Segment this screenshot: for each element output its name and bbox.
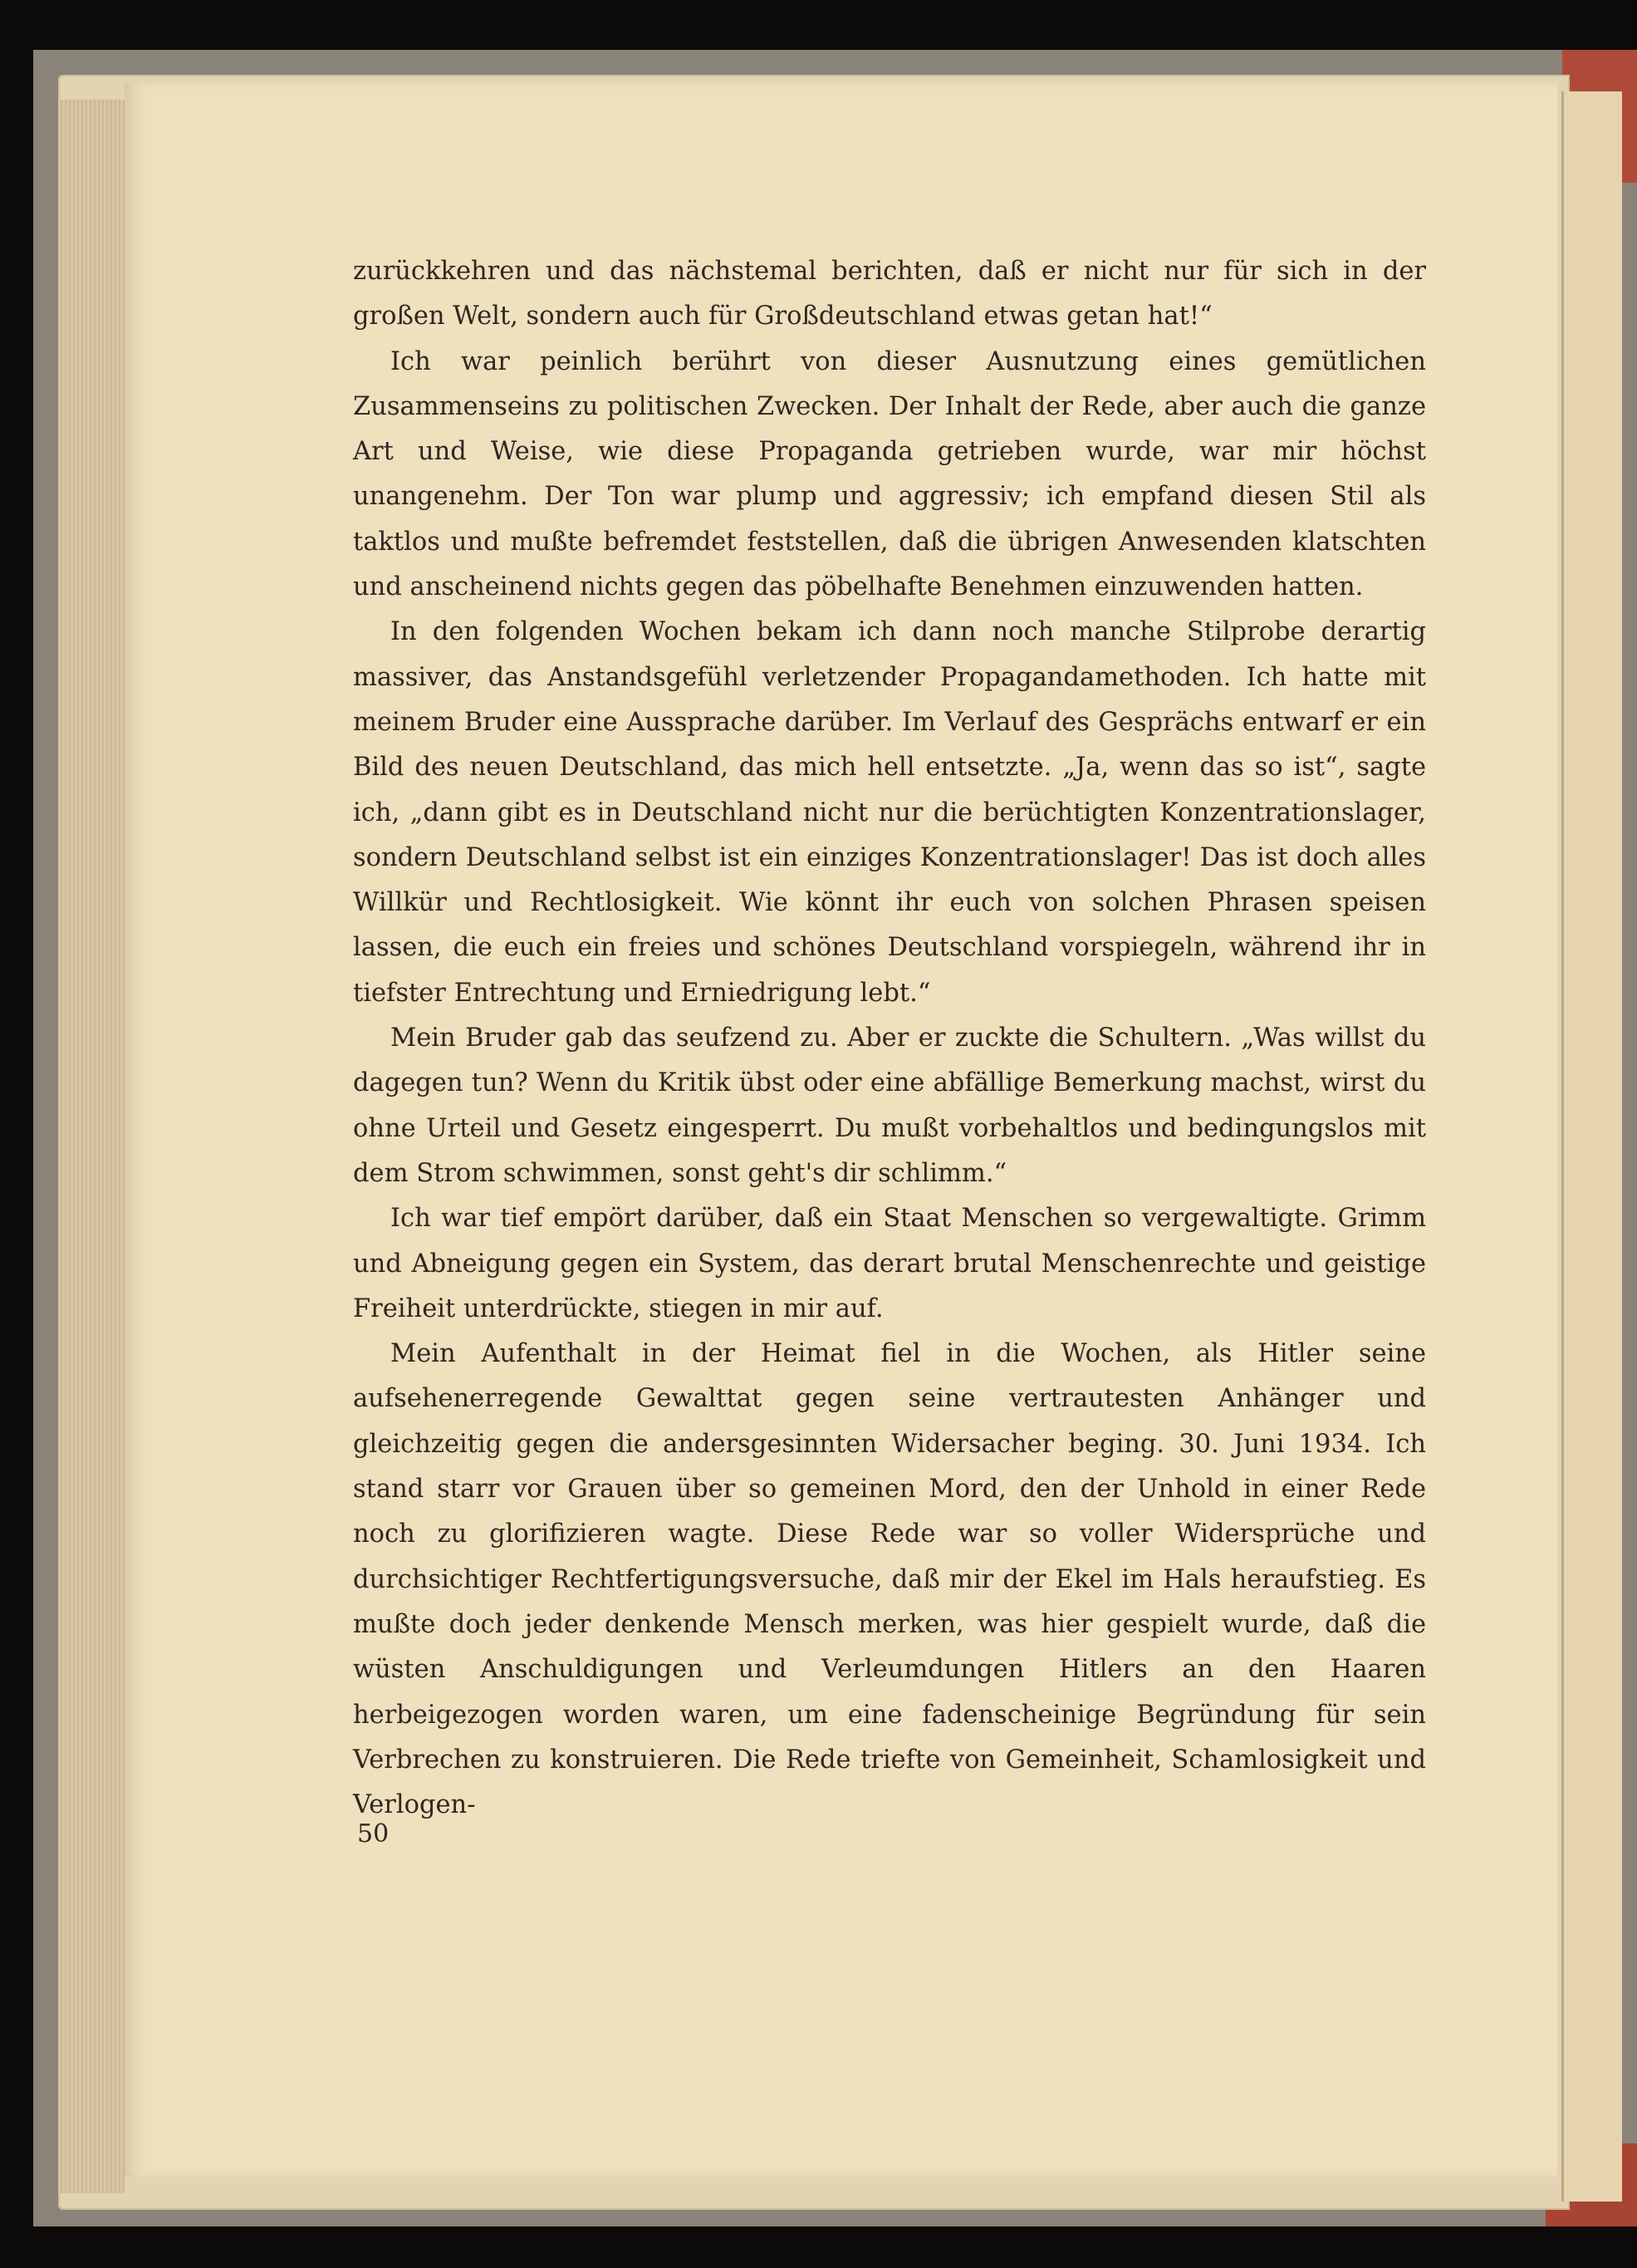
page-edge-stack bbox=[58, 100, 125, 2193]
paragraph: Ich war tief empört darüber, daß ein Staat Menschen so vergewaltigte. Grimm und Abneigung gegen ein System, das derart brutal Menschenrechte und geistige Freiheit unterdrückte, stiegen in mir auf. bbox=[353, 1204, 1426, 1323]
paragraph: In den folgenden Wochen bekam ich dann noch manche Stilprobe derartig massiver, das Anstandsgefühl verletzender Propagandamethoden. Ich hatte mit meinem Bruder eine Aussprache darüber. Im Verlauf des Gesprächs entwarf er ein Bild des neuen Deutschland, das mich hell entsetzte. „Ja, wenn das so ist“, sagte ich, „dann gibt es in Deutschland nicht nur die berüchtigten Konzentrationslager, sondern Deutschland selbst ist ein einziges Konzentrationslager! Das ist doch alles Willkür und Rechtlosigkeit. Wie könnt ihr euch von solchen Phrasen speisen lassen, die euch ein freies und schönes Deutschland vorspiegeln, während ihr in tiefster Entrechtung und Erniedrigung lebt.“ bbox=[353, 617, 1426, 1008]
paragraph: Mein Bruder gab das seufzend zu. Aber er zuckte die Schultern. „Was willst du dagegen tun? Wenn du Kritik übst oder eine abfällige Bemerkung machst, wirst du ohne Urteil und Gesetz eingesperrt. Du mußt vorbehaltlos und bedingungslos mit dem Strom schwimmen, sonst geht's dir schlimm.“ bbox=[353, 1024, 1426, 1188]
facing-page-edge bbox=[1561, 91, 1622, 2202]
paragraph: Mein Aufenthalt in der Heimat fiel in die Wochen, als Hitler seine aufsehenerregende Gewalttat gegen seine vertrautesten Anhänger und gleichzeitig gegen die andersgesinnten Widersacher beging. 30. Juni 1934. Ich stand starr vor Grauen über so gemeinen Mord, den der Unhold in einer Rede noch zu glorifizieren wagte. Diese Rede war so voller Widersprüche und durchsichtiger Rechtfertigungsversuche, daß mir der Ekel im Hals heraufstieg. Es mußte doch jeder denkende Mensch merken, was hier gespielt wurde, daß die wüsten Anschuldigungen und Verleumdungen Hitlers an den Haaren herbeigezogen worden waren, um eine fadenscheinige Begründung für sein Verbrechen zu konstruieren. Die Rede triefte von Gemeinheit, Schamlosigkeit und Verlogen- bbox=[353, 1339, 1426, 1820]
paragraph: Ich war peinlich berührt von dieser Ausnutzung eines gemütlichen Zusammenseins zu politischen Zwecken. Der Inhalt der Rede, aber auch die ganze Art und Weise, wie diese Propaganda getrieben wurde, war mir höchst unangenehm. Der Ton war plump und aggressiv; ich empfand diesen Stil als taktlos und mußte befremdet feststellen, daß die übrigen Anwesenden klatschten und anscheinend nichts gegen das pöbelhafte Benehmen einzuwenden hatten. bbox=[353, 346, 1426, 602]
paragraph: zurückkehren und das nächstemal berichten, daß er nicht nur für sich in der großen Welt, sondern auch für Großdeutschland etwas getan hat!“ bbox=[353, 257, 1426, 331]
page-number: 50 bbox=[357, 1819, 390, 1848]
body-text bbox=[353, 249, 1426, 1828]
